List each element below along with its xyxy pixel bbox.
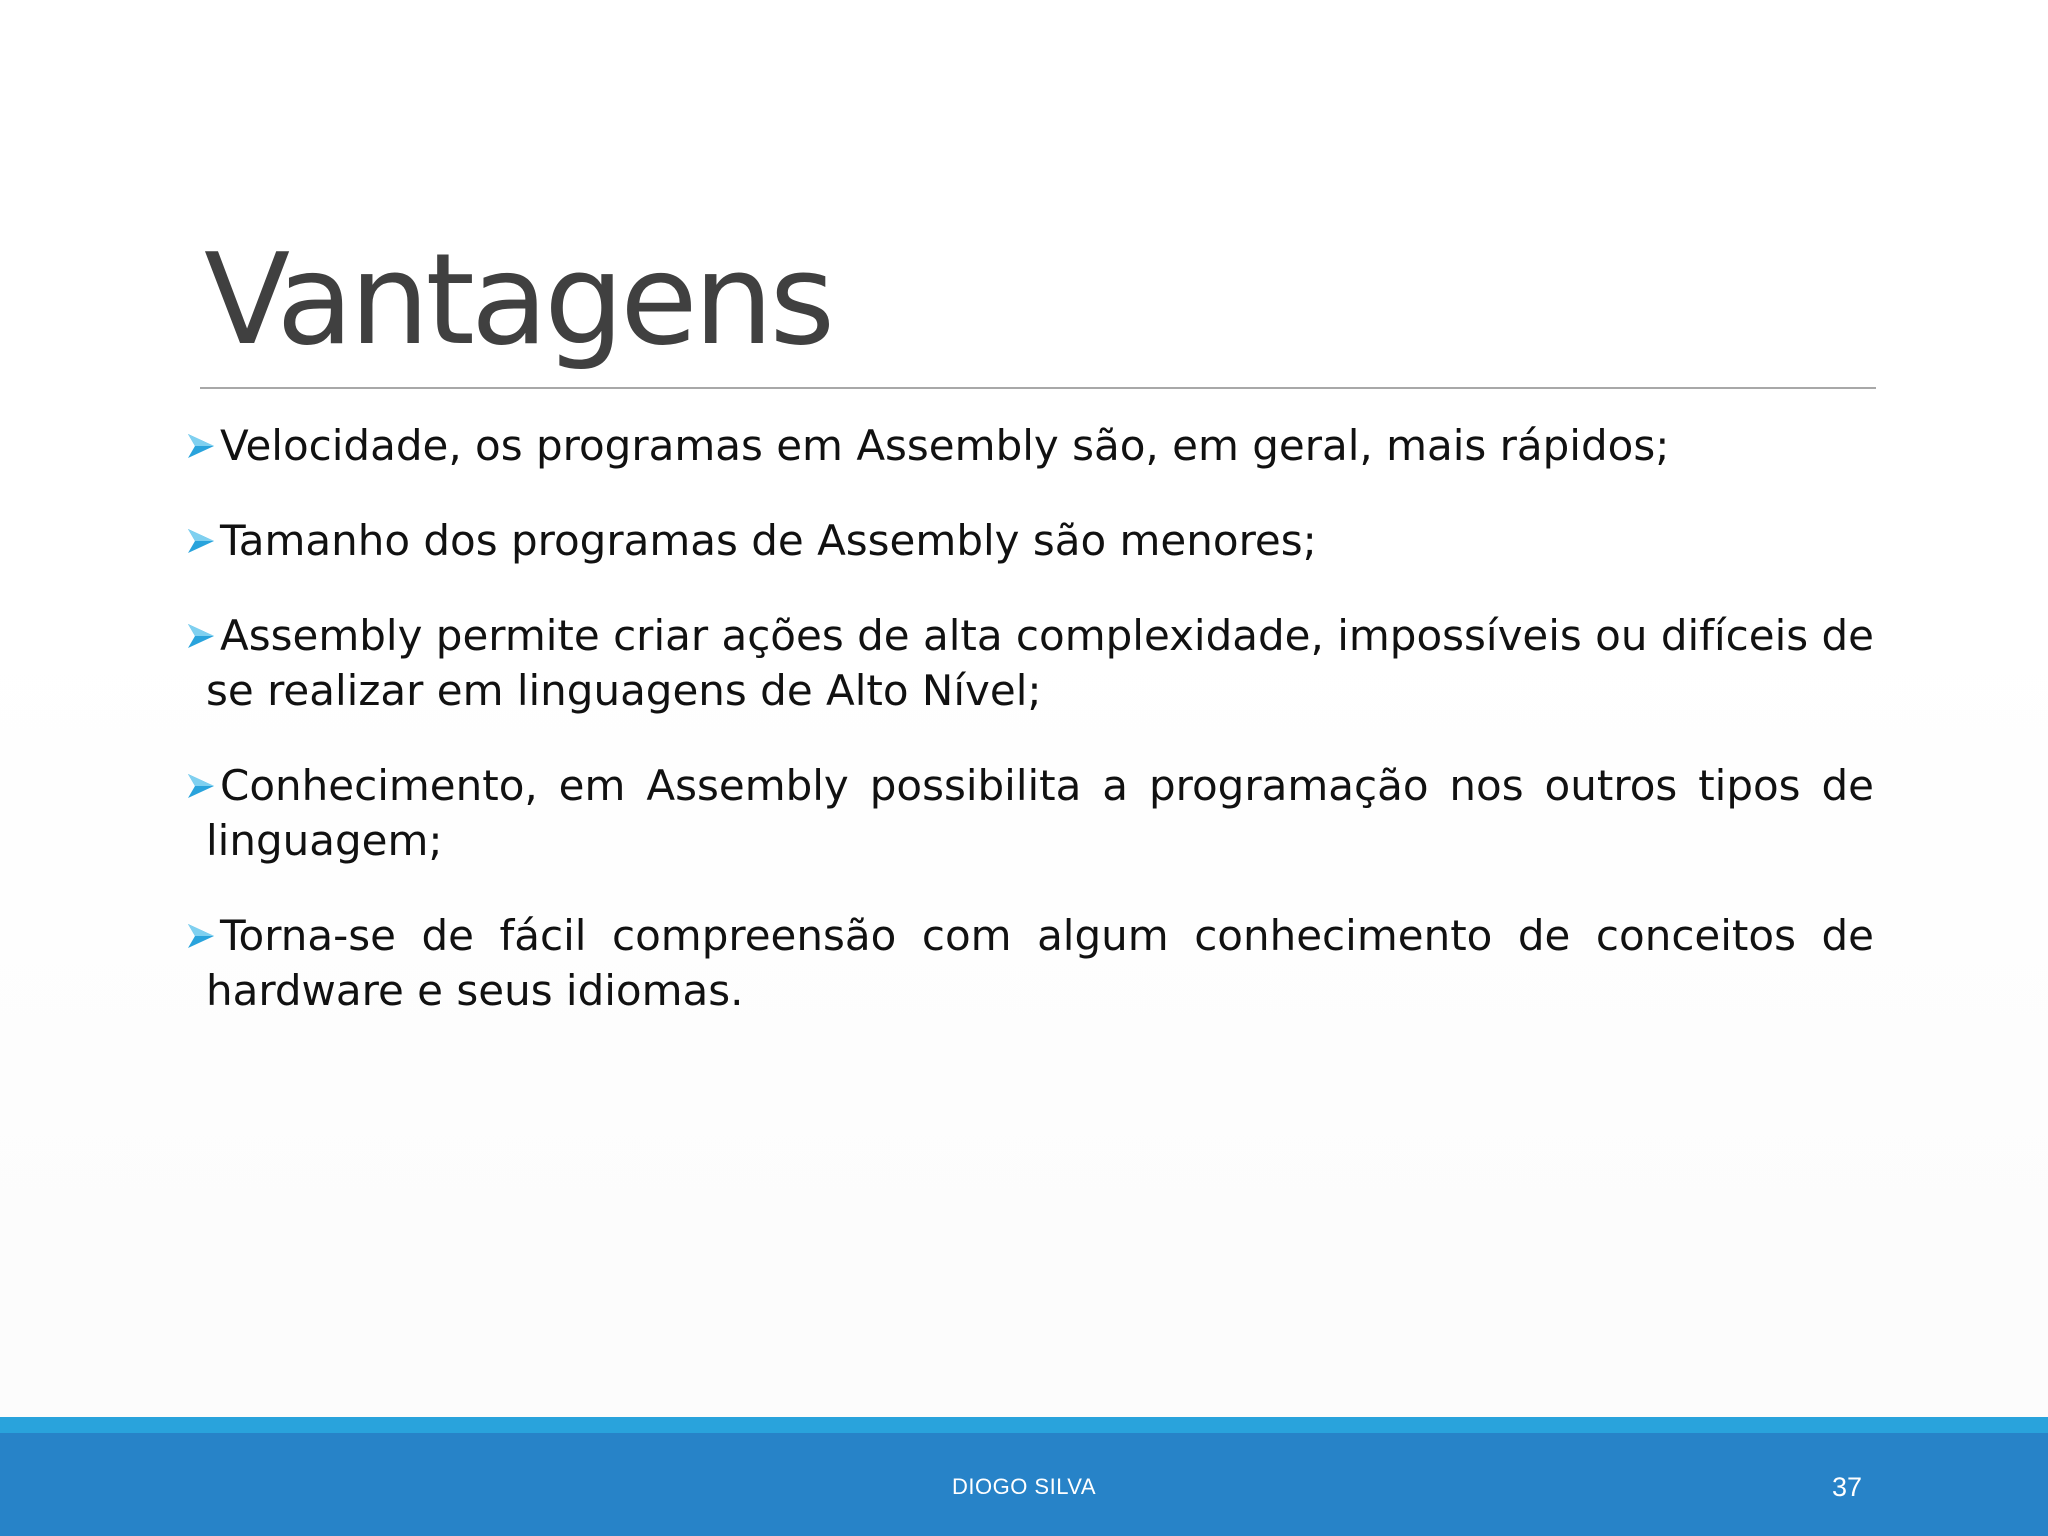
arrow-bullet-icon [186, 770, 216, 802]
arrow-bullet-icon [186, 920, 216, 952]
arrow-bullet-icon [186, 525, 216, 557]
bullet-text: Assembly permite criar ações de alta complexidade, impossíveis ou difíceis de se realizar em linguagens de Alto Nível; [206, 611, 1874, 715]
bullet-item [186, 908, 1874, 1018]
bullet-text: Velocidade, os programas em Assembly são, em geral, mais rápidos; [220, 421, 1670, 470]
arrow-bullet-icon [186, 620, 216, 652]
page-number: 37 [1831, 1472, 1862, 1502]
arrow-bullet-icon [186, 430, 216, 462]
bullet-list [186, 418, 1874, 1058]
slide-title: Vantagens [204, 226, 832, 373]
footer-author: DIOGO SILVA [951, 1474, 1097, 1499]
bullet-text: Tamanho dos programas de Assembly são menores; [220, 516, 1317, 565]
bullet-item [186, 513, 1874, 568]
bullet-text: Torna-se de fácil compreensão com algum conhecimento de conceitos de hardware e seus idiomas. [206, 911, 1874, 1015]
title-divider [200, 387, 1876, 389]
bullet-text: Conhecimento, em Assembly possibilita a programação nos outros tipos de linguagem; [206, 761, 1874, 865]
bullet-item [186, 608, 1874, 718]
footer-accent-stripe [0, 1417, 2048, 1433]
bullet-item [186, 758, 1874, 868]
bullet-item [186, 418, 1874, 473]
